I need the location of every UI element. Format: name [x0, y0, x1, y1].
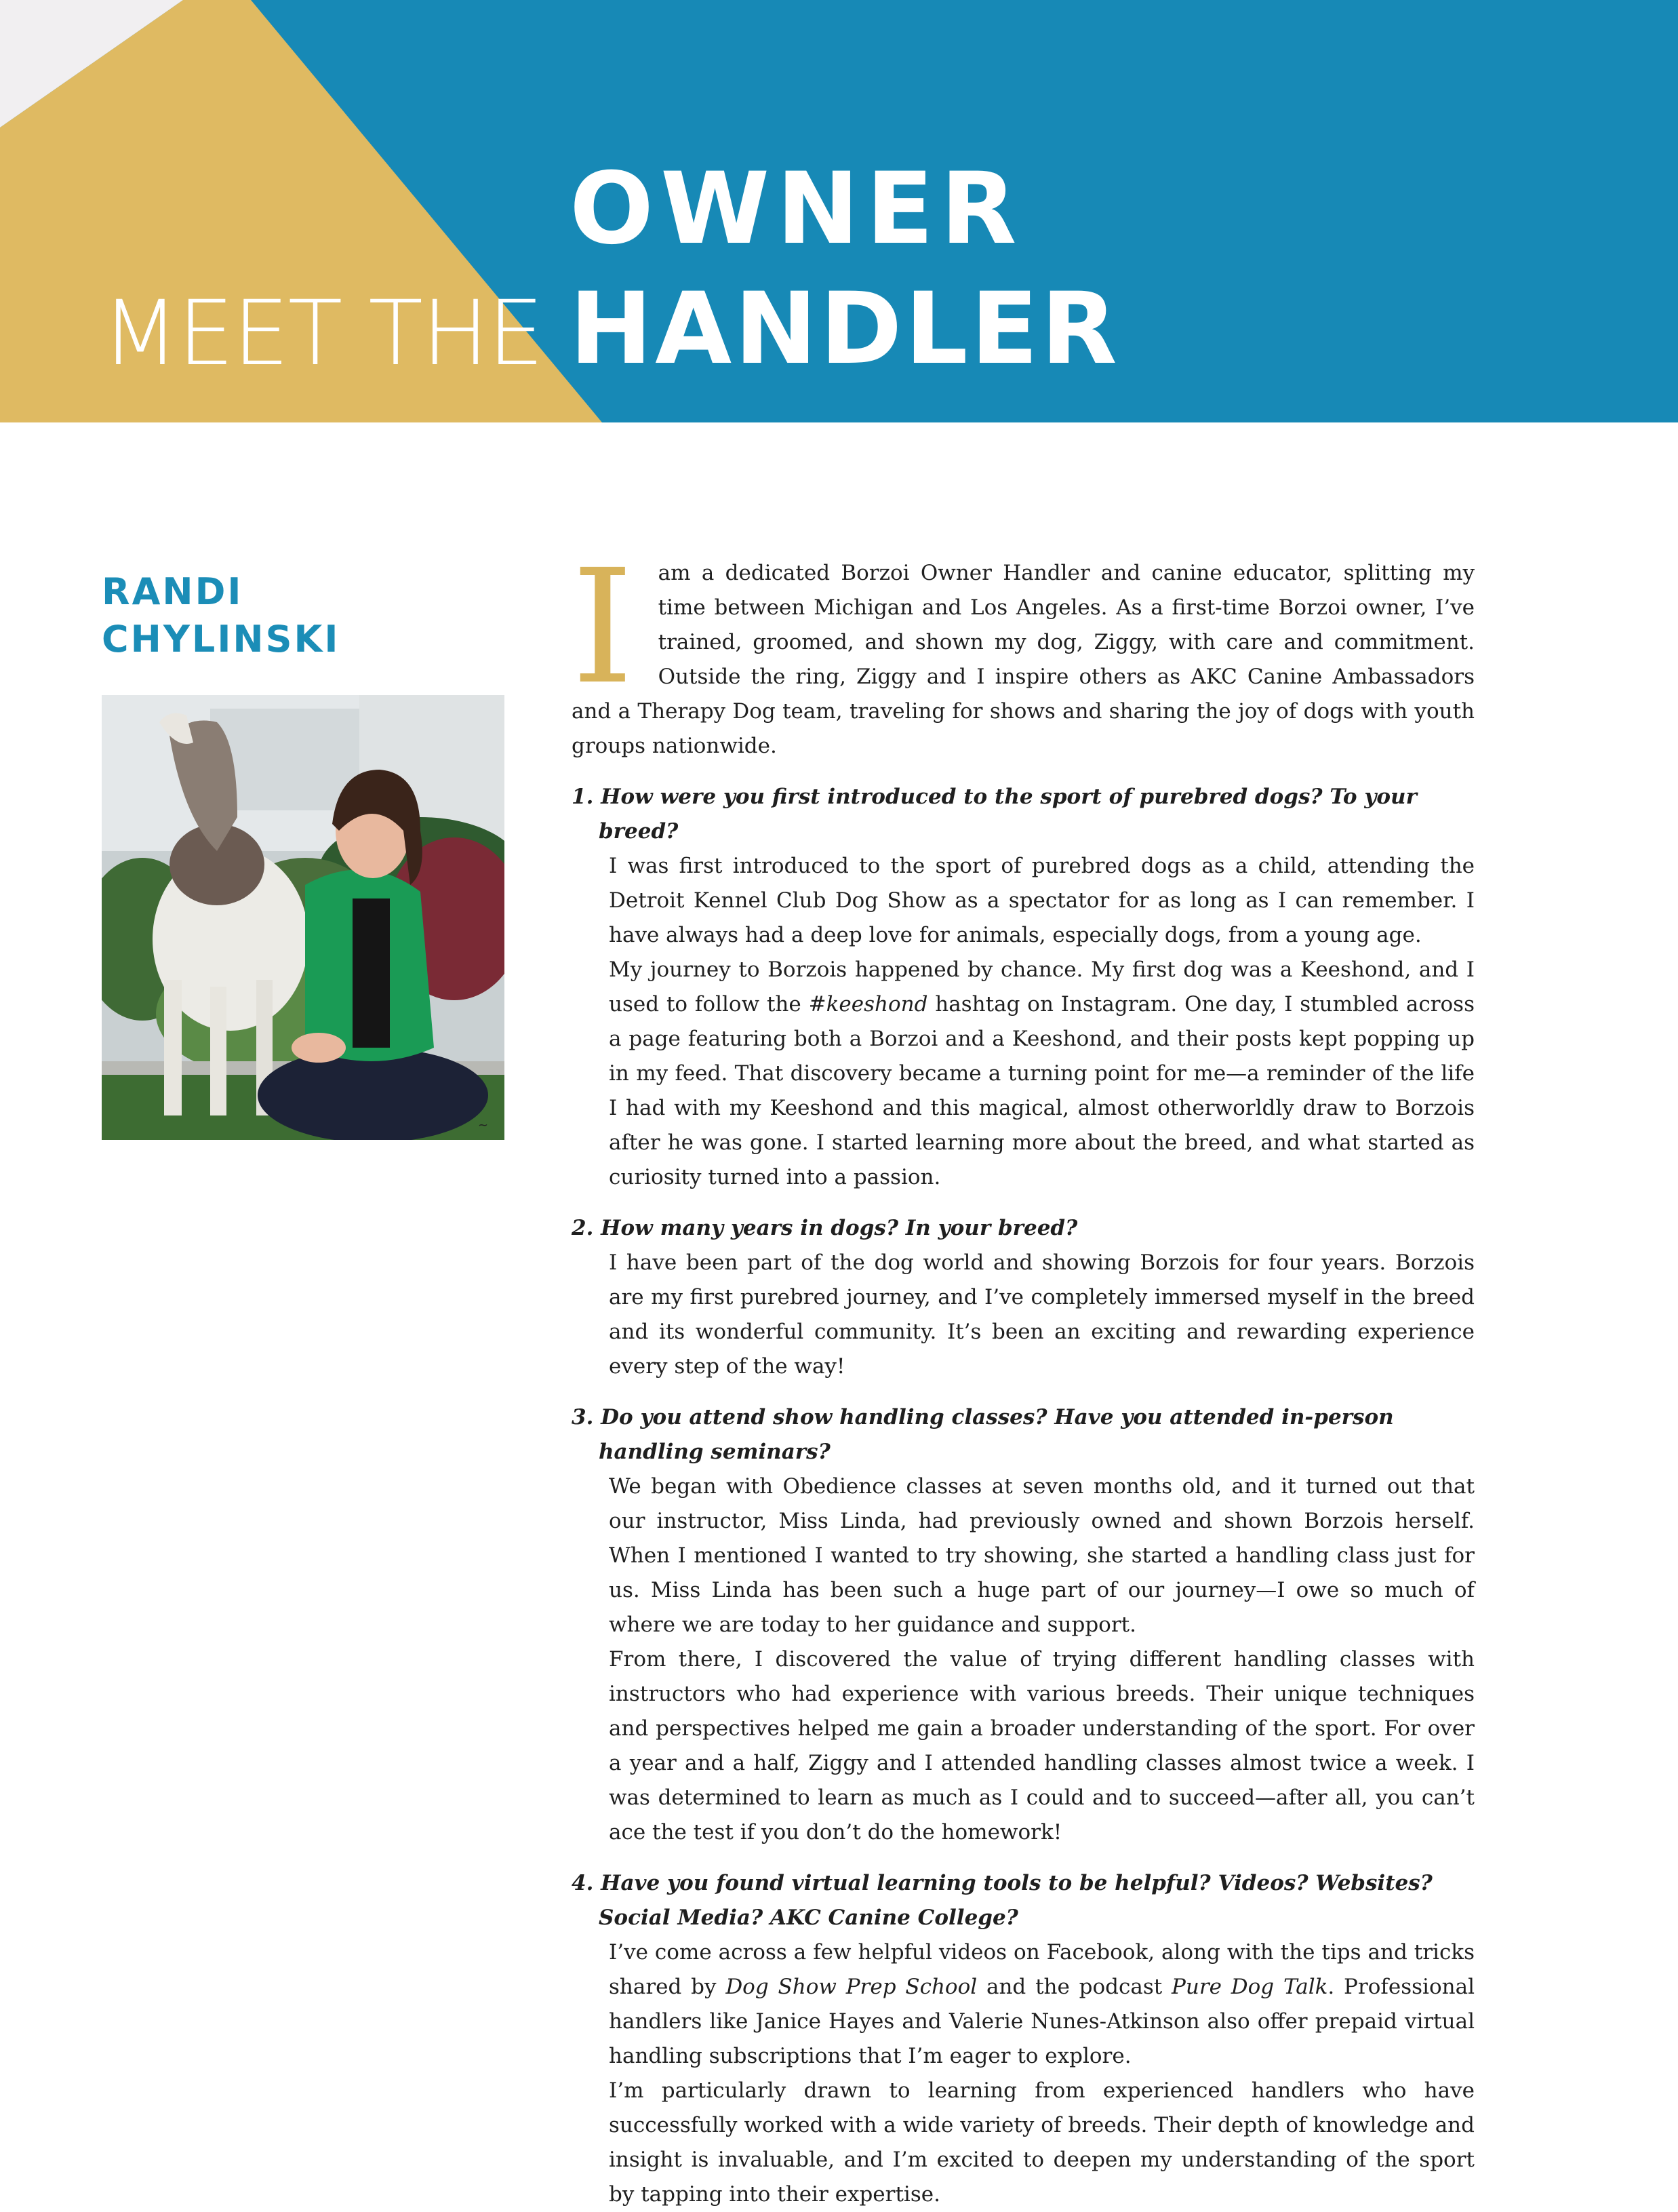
article-body: [572, 536, 1475, 2212]
question-2: 2. How many years in dogs? In your breed?: [572, 1216, 1078, 1240]
question-1: 1. How were you first introduced to the sport of purebred dogs? To your breed?: [572, 785, 1417, 844]
answer-4: [572, 1935, 1475, 2212]
answer-3: [572, 1469, 1475, 1850]
answer-1: [572, 849, 1475, 1195]
answer-4-paragraph-1: I’ve come across a few helpful videos on Facebook, along with the tips and tricks shared by Dog Show Prep School and the podcast Pure Dog Talk. Professional handlers like Janice Hayes and Valerie Nunes-Atkinson also offer prepaid virtual handling subscriptions that I’m eager to explore.: [609, 1940, 1475, 2068]
profile-photo: [102, 695, 504, 1140]
answer-3-paragraph-1: We began with Obedience classes at seven months old, and it turned out that our instructor, Miss Linda, had previously owned and shown Borzois herself. When I mentioned I wanted to try showing, she started a handling class just for us. Miss Linda has been such a huge part of our journey—I owe so much of where we are today to her guidance and support.: [609, 1474, 1475, 1637]
title-meet-the: MEET THE: [102, 281, 543, 386]
borzoi-and-owner-photo-icon: [102, 695, 504, 1140]
answer-2-paragraph-1: I have been part of the dog world and showing Borzois for four years. Borzois are my first purebred journey, and I’ve completely immersed myself in the breed and its wonderful community. It’s been an exciting and rewarding experience every step of the way!: [609, 1250, 1475, 1379]
answer-4-paragraph-2: I’m particularly drawn to learning from experienced handlers who have successfully worked with a wide variety of breeds. Their depth of knowledge and insight is invaluable, and I’m excited to deepen my understanding of the sport by tapping into their expertise.: [609, 2078, 1475, 2207]
first-name: RANDI: [102, 570, 243, 613]
qa-item-1: [572, 780, 1475, 1195]
header-banner: [0, 0, 1678, 422]
question-4: 4. Have you found virtual learning tools to be helpful? Videos? Websites? Social Media? AKC Canine College?: [572, 1871, 1433, 1930]
answer-2: [572, 1246, 1475, 1384]
question-3: 3. Do you attend show handling classes? Have you attended in-person handling seminars?: [572, 1405, 1394, 1464]
last-name: CHYLINSKI: [102, 618, 340, 660]
qa-item-2: [572, 1211, 1475, 1384]
answer-1-paragraph-1: I was first introduced to the sport of purebred dogs as a child, attending the Detroit Kennel Club Dog Show as a spectator for as long as I can remember. I have always had a deep love for animals, especially dogs, from a young age.: [609, 854, 1475, 947]
title-handler: HANDLER: [570, 271, 1120, 387]
qa-item-4: [572, 1866, 1475, 2212]
drop-cap: I: [572, 536, 634, 719]
answer-3-paragraph-2: From there, I discovered the value of trying different handling classes with instructors who had experience with various breeds. Their unique techniques and perspectives helped me gain a broader understanding of the sport. For over a year and a half, Ziggy and I attended handling classes almost twice a week. I was determined to learn as much as I could and to succeed—after all, you can’t ace the test if you don’t do the homework!: [609, 1647, 1475, 1844]
svg-text:~: ~: [478, 1118, 489, 1132]
intro-text: am a dedicated Borzoi Owner Handler and canine educator, splitting my time between Michigan and Los Angeles. As a first-time Borzoi owner, I’ve trained, groomed, and shown my dog, Ziggy, with care and commitment. Outside the ring, Ziggy and I inspire others as AKC Canine Ambassadors and a Therapy Dog team, traveling for shows and sharing the joy of dogs with youth groups nationwide.: [572, 561, 1475, 758]
answer-1-paragraph-2: My journey to Borzois happened by chance. My first dog was a Keeshond, and I used to follow the #keeshond hashtag on Instagram. One day, I stumbled across a page featuring both a Borzoi and a Keeshond, and their posts kept popping up in my feed. That discovery became a turning point for me—a reminder of the life I had with my Keeshond and this magical, almost otherworldly draw to Borzois after he was gone. I started learning more about the breed, and what started as curiosity turned into a passion.: [609, 957, 1475, 1189]
intro-paragraph: [572, 536, 1475, 764]
qa-item-3: [572, 1400, 1475, 1850]
title-owner: OWNER: [570, 151, 1024, 266]
profile-name: [102, 568, 481, 663]
